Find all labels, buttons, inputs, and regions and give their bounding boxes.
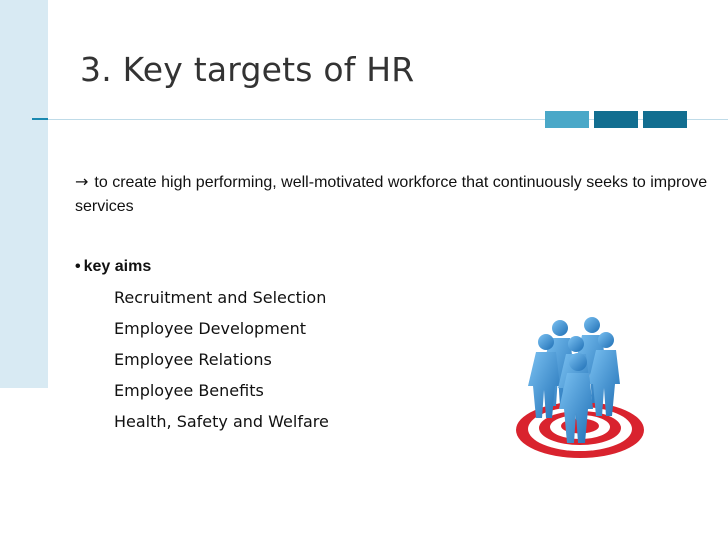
- aims-heading: [75, 258, 151, 276]
- list-item: Employee Benefits: [114, 381, 264, 400]
- people-on-target-icon: [510, 312, 650, 462]
- divider-accent: [32, 118, 48, 120]
- divider-block: [545, 111, 589, 128]
- list-item: Employee Development: [114, 319, 307, 338]
- list-item: Recruitment and Selection: [114, 288, 327, 307]
- divider-blocks: [545, 111, 687, 128]
- list-item: Employee Relations: [114, 350, 272, 369]
- divider-block: [643, 111, 687, 128]
- aims-list: [114, 288, 329, 443]
- arrow-icon: →: [75, 172, 89, 191]
- intro-paragraph: [75, 170, 715, 219]
- list-item: Health, Safety and Welfare: [114, 412, 329, 431]
- intro-text: to create high performing, well-motivated workforce that continuously seeks to improve services: [75, 174, 708, 215]
- left-accent-bar: [0, 0, 48, 388]
- slide-title: 3. Key targets of HR: [80, 50, 415, 89]
- aims-heading-text: key aims: [83, 258, 152, 275]
- bullet-icon: •: [75, 258, 81, 275]
- divider-block: [594, 111, 638, 128]
